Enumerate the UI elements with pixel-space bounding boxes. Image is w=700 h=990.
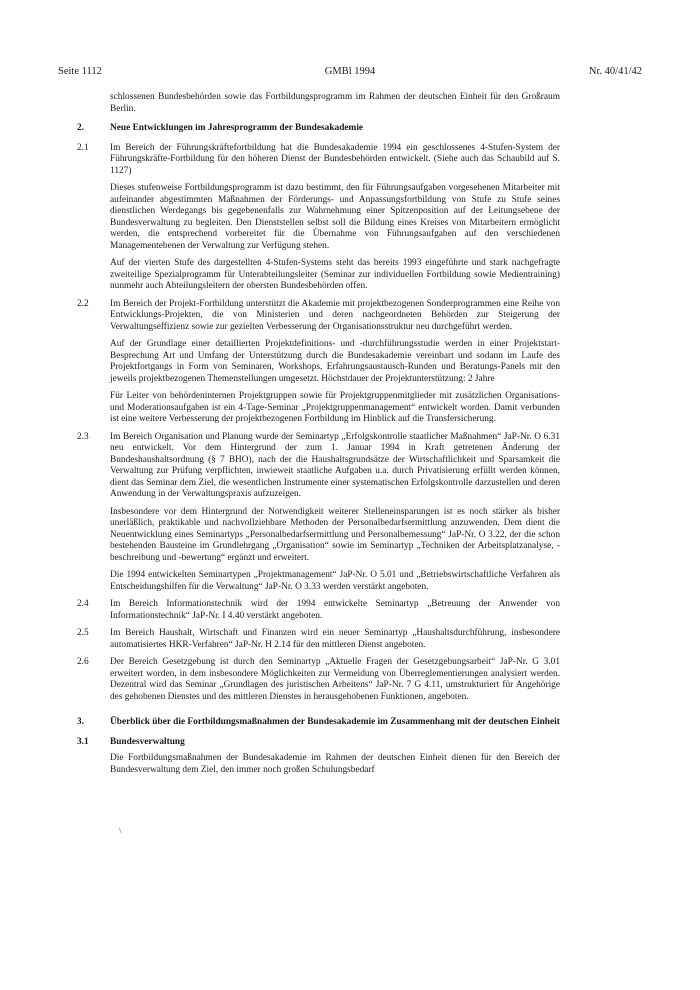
section-number: 3. <box>77 717 85 727</box>
paragraph: Dieses stufenweise Fortbildungsprogramm ist dazu bestimmt, den für Führungsaufgaben vorgesehenen Mitarbeiter mit aufeinander abgestimmten Maßnahmen der Förderungs- und Anpassungsfortbildung von Stufe zu Stufe seines dienstlichen Werdegangs bis gegebenenfalls zur Wahrnehmung einer Spitzenposition auf der Leitungsebene der Bundesverwaltung zu begleiten. Den Dienststellen selbst soll die Bildung eines Kreises von Mitarbeitern ermöglicht werden, die entsprechend vorbereitet für die Übernahme von Führungsaufgaben auf den verschiedenen Managementebenen der Verwaltung zur Verfügung stehen. <box>110 183 560 251</box>
section-number: 2. <box>77 123 85 133</box>
section-2-6 <box>77 657 560 703</box>
issue-number: Nr. 40/41/42 <box>588 66 642 77</box>
section-title: Neue Entwicklungen im Jahresprogramm der Bundesakademie <box>110 123 364 133</box>
paragraph: Für Leiter von behördeninternen Projektgruppen sowie für Projektgruppenmitglieder mit zusätzlichen Organisations- und Moderationsaufgaben ist ein 4-Tage-Seminar „Projektgruppenmanagement“ entwickelt worden. Damit verbunden ist eine weitere Verbesserung der projektbezogenen Fortbildung im Hinblick auf die Transfersicherung. <box>110 391 560 424</box>
section-2-heading <box>77 123 560 135</box>
page-header <box>58 66 642 82</box>
margin-mark: \ <box>119 826 122 835</box>
section-number: 2.1 <box>77 142 89 153</box>
paragraph: Im Bereich Informationstechnik wird der 1994 entwickelte Seminartyp „Betreuung der Anwender von Informationstechnik“ JaP-Nr. I 4.40 verstärkt angeboten. <box>110 599 560 621</box>
section-3-1 <box>110 753 560 776</box>
publication-title: GMBl 1994 <box>324 66 376 77</box>
section-title: Bundesverwaltung <box>110 736 185 747</box>
section-2-3 <box>77 431 560 594</box>
paragraph: Der Bereich Gesetzgebung ist durch den Seminartyp „Aktuelle Fragen der Gesetzgebungsarbeit“ JaP-Nr. G 3.01 erweitert worden, in dem insbesondere Möglichkeiten zur Vermeidung von Überreglementierungen analysiert werden. Dezentral wird das Seminar „Grundlagen des juristischen Arbeitens“ JaP-Nr. 7 G 4.11, umstrukturiert für Angehörige des gehobenen Dienstes und des mittleren Dienstes in herausgehobenen Funktionen, angeboten. <box>110 657 560 702</box>
paragraph: Die 1994 entwickelten Seminartypen „Projektmanagement“ JaP-Nr. O 5.01 und „Betriebswirtschaftliche Verfahren als Entscheidungshilfen für die Verwaltung“ JaP-Nr. O 3.33 werden verstärkt angeboten. <box>110 570 560 592</box>
paragraph: Insbesondere vor dem Hintergrund der Notwendigkeit weiterer Stelleneinsparungen ist es noch stärker als bisher unerläßlich, praktikable und nachvollziehbare Methoden der Personalbedarfsermittlung anzuwenden. Dem dient die Neuentwicklung eines Seminartyps „Personalbedarfsermittlung und Personalbemessung“ JaP-Nr. O 3.22, der die schon bestehenden Bausteine im Grundlehrgang „Organisation“ sowie im Seminartyp „Techniken der Arbeitsplatzanalyse, -beschreibung und -bewertung“ ergänzt und erweitert. <box>110 506 560 563</box>
section-number: 2.2 <box>77 298 89 309</box>
intro-paragraph: schlossenen Bundesbehörden sowie das Fortbildungsprogramm im Rahmen der deutschen Einheit für den Großraum Berlin. <box>110 92 560 114</box>
paragraph: Auf der Grundlage einer detaillierten Projektdefinitions- und -durchführungsstudie werden in einer Projektstart-Besprechung Art und Umfang der Unterstützung durch die Bundesakademie vereinbart und sodann im Laufe des Projektfortgangs in Form von Seminaren, Workshops, Erfahrungsaustausch-Runden und Beratungs-Panels mit den jeweils projektbezogenen Themenstellungen umgesetzt. Höchstdauer der Projektunterstützung: 2 Jahre <box>110 339 560 384</box>
section-title: Überblick über die Fortbildungsmaßnahmen der Bundesakademie im Zusammenhang mit der deutschen Einheit <box>110 717 560 727</box>
page-number: Seite 1112 <box>58 66 102 77</box>
paragraph: Auf der vierten Stufe des dargestellten 4-Stufen-Systems steht das bereits 1993 eingeführte und stark nachgefragte zweiteilige Spezialprogramm für Unterabteilungsleiter (Seminar zur individuellen Fortbildung sowie Medientraining) nunmehr auch Abteilungsleitern der obersten Bundesbehörden offen. <box>110 258 560 291</box>
section-number: 2.4 <box>77 599 89 609</box>
document-body <box>77 92 560 782</box>
section-2-2 <box>77 298 560 426</box>
section-2-1 <box>77 142 560 293</box>
section-2-5 <box>77 628 560 651</box>
paragraph: Im Bereich Organisation und Planung wurde der Seminartyp „Erfolgskontrolle staatlicher Maßnahmen“ JaP-Nr. O 6.31 neu entwickelt. Vor dem Hintergrund der zum 1. Januar 1994 in Kraft getretenen Änderung der Bundeshaushaltsordnung (§ 7 BHO), nach der die Haushaltsgrundsätze der Wirtschaftlichkeit und Sparsamkeit die Verwaltung zur Prüfung verpflichten, inwieweit staatliche Aufgaben u.a. durch Privatisierung erfüllt werden können, dient das Seminar dem Ziel, die wesentlichen Instrumente einer systematischen Erfolgskontrolle darzustellen und deren Anwendung in der Verwaltungspraxis aufzuzeigen. <box>110 431 560 499</box>
section-number: 2.5 <box>77 628 89 638</box>
section-2-4 <box>77 599 560 622</box>
paragraph: Im Bereich der Führungskräftefortbildung hat die Bundesakademie 1994 ein geschlossenes 4-Stufen-System der Führungskräfte-Fortbildung für den höheren Dienst der Bundesbehörden entwickelt. (Siehe auch das Schaubild auf S. 1127) <box>110 142 560 176</box>
paragraph: Im Bereich der Projekt-Fortbildung unterstützt die Akademie mit projektbezogenen Sonderprogrammen eine Reihe von Entwicklungs-Projekten, die von Ministerien und deren nachgeordneten Behörden zur Steigerung der Verwaltungseffizienz sowie zur gezielten Verbesserung der Organisationsstruktur neu durchgeführt werden. <box>110 298 560 332</box>
paragraph: Die Fortbildungsmaßnahmen der Bundesakademie im Rahmen der deutschen Einheit dienen für den Bereich der Bundesverwaltung dem Ziel, den immer noch großen Schulungsbedarf <box>110 753 560 775</box>
section-3-heading <box>77 717 560 729</box>
section-number: 3.1 <box>77 736 89 747</box>
section-number: 2.3 <box>77 431 89 442</box>
section-number: 2.6 <box>77 657 89 667</box>
paragraph: Im Bereich Haushalt, Wirtschaft und Finanzen wird ein neuer Seminartyp „Haushaltsdurchführung, insbesondere automatisiertes HKR-Verfahren“ JaP-Nr. H 2.14 für den mittleren Dienst angeboten. <box>110 628 560 650</box>
section-3-1-heading <box>77 736 560 749</box>
